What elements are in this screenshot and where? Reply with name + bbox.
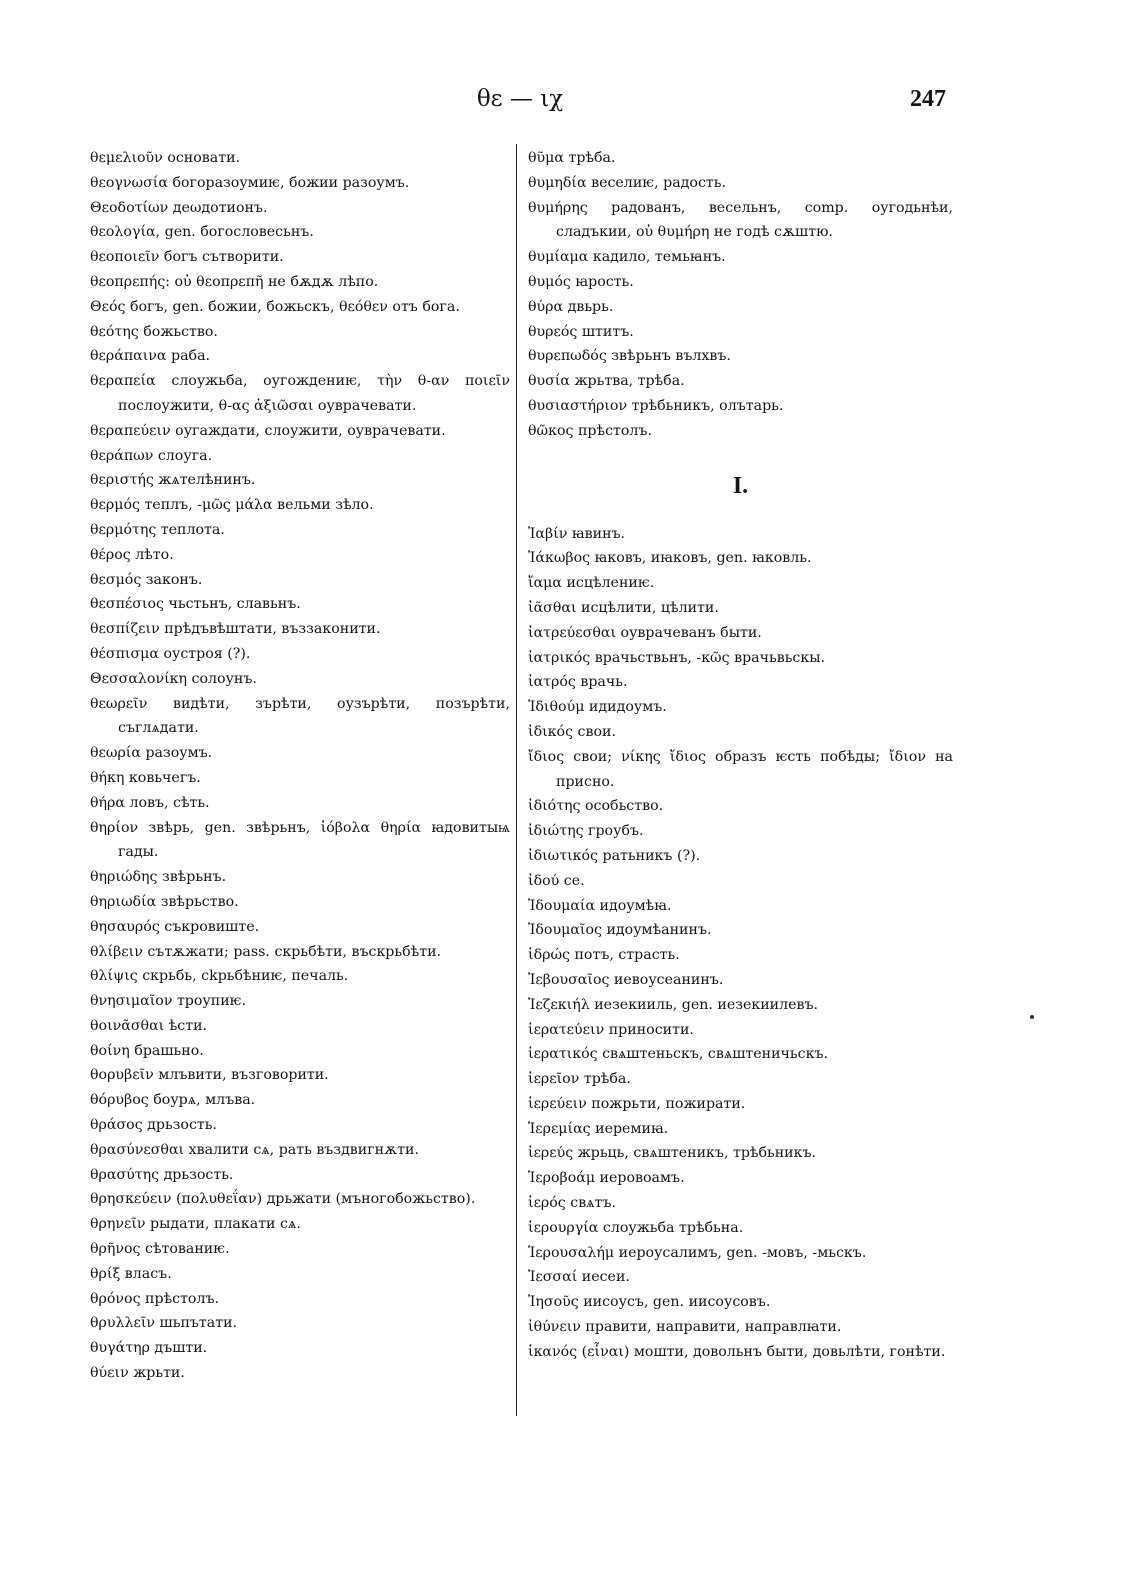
dictionary-entry: θρόνος прѣстолъ. (90, 1290, 220, 1307)
dictionary-entry: θρηνεῖν рыдати, плакати сѧ. (90, 1216, 301, 1233)
dictionary-entry: θηρίον звѣрь, gen. звѣрьнъ, ἰόβολα θηρία ꙗдовитыѩ гады. (90, 819, 510, 861)
dictionary-entry: θεράπαινα рабa. (90, 348, 211, 365)
dictionary-entry: θεογνωσία богоразоумиѥ, божии разоумъ. (90, 174, 410, 191)
dictionary-entry: ἰᾶσθαι исцѣлити, цѣлити. (528, 599, 719, 616)
dictionary-entry: ἰθύνειν правити, направити, направлꙗти. (528, 1319, 842, 1336)
dictionary-entry: θήκη ковьчегъ. (90, 769, 201, 786)
dictionary-entry: Ἰαβίν ꙗвинъ. (528, 525, 626, 542)
dictionary-entry: θρησκεύειν (πολυθεΐαν) дрьжати (мъногобожьство). (90, 1191, 476, 1208)
dictionary-entry: ἱερεῖον трѣба. (528, 1071, 631, 1088)
dictionary-entry: Θεοδοτίων деωдотионъ. (90, 199, 268, 216)
dictionary-entry: θυμήρης радованъ, весельнъ, comp. оугодьнѣи, сладъкии, οὐ θυμήρη не годѣ сѫштю. (528, 199, 953, 241)
dictionary-entry: Ἰδουμαία идоумѣꙗ. (528, 897, 672, 914)
dictionary-entry: θεοπρεπής: οὐ θεοπρεπῆ не бѫдѫ лѣпо. (90, 273, 379, 290)
dictionary-entry: θόρυβος боурѧ, млъва. (90, 1092, 256, 1109)
dictionary-entry: θρυλλεῖν шьпътати. (90, 1315, 238, 1332)
dictionary-entry: θεράπων слоуга. (90, 447, 213, 464)
dictionary-entry: ἱερεύς жрьць, свѧштеникъ, трѣбьникъ. (528, 1145, 817, 1162)
dictionary-entry: θυσία жрьтва, трѣба. (528, 373, 685, 390)
speck-mark (1030, 1015, 1034, 1019)
dictionary-entry: ἰατρός врачь. (528, 674, 628, 691)
running-head: θε — ιχ (476, 86, 564, 112)
dictionary-entry: θυμηδία веселиѥ, радость. (528, 174, 726, 191)
column-divider (516, 144, 517, 1416)
dictionary-entry: θερμότης теплота. (90, 521, 225, 538)
dictionary-entry: θησαυρός съкровиште. (90, 918, 260, 935)
dictionary-entry: θῦμα трѣба. (528, 150, 616, 166)
dictionary-entry: Ἰδουμαῖος идоумѣанинъ. (528, 922, 712, 939)
dictionary-entry: θηριωδία звѣрьство. (90, 893, 239, 910)
dictionary-entry: θεοποιεῖν богъ сътворити. (90, 249, 284, 266)
dictionary-entry: Ἱερουσαλήμ иероусалимъ, gen. -мовъ, -мьскъ. (528, 1244, 867, 1261)
dictionary-entry: Ἰεβουσαῖος иевоусеанинъ. (528, 971, 724, 988)
dictionary-entry: Θεός богъ, gen. божии, божьскъ, θεόθεν отъ бога. (90, 298, 460, 315)
dictionary-entry: θηριώδης звѣрьнъ. (90, 869, 227, 886)
dictionary-entry: ἱερατικός свѧштеньскъ, свѧштеничьскъ. (528, 1046, 828, 1063)
left-column (90, 146, 510, 1386)
dictionary-entry: ἰδού се. (528, 872, 585, 889)
dictionary-entry: θεραπεία слоужьба, оугождениѥ, τὴν θ-αν ποιεῖν послоужити, θ-ας ἀξιῶσαι оуврачевати. (90, 373, 510, 414)
dictionary-entry: Ἰησοῦς иисоусъ, gen. иисоусовъ. (528, 1294, 771, 1311)
dictionary-entry: θυμός ꙗрость. (528, 273, 634, 290)
page-number: 247 (910, 86, 946, 112)
dictionary-entry: θεωρεῖν видѣти, зърѣти, оузърѣти, позърѣти, съглѧдати. (90, 695, 510, 737)
dictionary-entry: θυσιαστήριον трѣбьникъ, олътарь. (528, 397, 784, 414)
dictionary-entry: Ἱεροβοάμ иеровоамъ. (528, 1170, 685, 1187)
dictionary-entry: θεμελιοῦν основати. (90, 150, 241, 166)
right-column-top (528, 146, 953, 444)
dictionary-entry: θυρεπωδός звѣрьнъ вълхвъ. (528, 348, 731, 365)
dictionary-entry: ἰδικός свои. (528, 723, 616, 740)
page-header (0, 82, 1140, 122)
dictionary-entry: θορυβεῖν млъвити, възговорити. (90, 1067, 329, 1084)
dictionary-entry: θεσμός законъ. (90, 571, 203, 588)
dictionary-entry: θεσπέσιος чьстьнъ, славьнъ. (90, 596, 301, 613)
dictionary-entry: Θεσσαλονίκη солоунъ. (90, 670, 257, 687)
dictionary-entry: Ἰδιθούμ идидоумъ. (528, 699, 667, 716)
dictionary-entry: θύρα двьрь. (528, 298, 614, 315)
dictionary-entry: θρῆνος сѣтованиѥ. (90, 1241, 230, 1258)
dictionary-entry: ἴαμα исцѣлениѥ. (528, 575, 655, 592)
dictionary-entry: ἱκανός (εἶναι) мошти, довольнъ быти, довьлѣти, гонѣти. (528, 1343, 946, 1360)
dictionary-entry: θέσπισμα оустроя (?). (90, 645, 251, 662)
dictionary-entry: ἰατρεύεσθαι оуврачеванъ быти. (528, 624, 762, 641)
dictionary-entry: θλίβειν сътѫжати; pass. скрьбѣти, въскрьбѣти. (90, 943, 442, 960)
dictionary-entry: θήρα ловъ, сѣть. (90, 794, 210, 811)
dictionary-entry: ἰδιωτικός ратьникъ (?). (528, 847, 701, 864)
dictionary-entry: θεολογία, gen. богословесьнъ. (90, 224, 314, 241)
dictionary-entry: ἱερουργία слоужьба трѣбьна. (528, 1219, 744, 1236)
dictionary-entry: ἰδιώτης гроубъ. (528, 823, 644, 840)
dictionary-entry: θυμίαμα кадило, темьꙗнъ. (528, 249, 726, 266)
dictionary-entry: ἰατρικός врачьствьнъ, -κῶς врачьвьскы. (528, 649, 826, 666)
dictionary-entry: θοίνη брашьно. (90, 1042, 204, 1059)
dictionary-entry: ἱερατεύειν приносити. (528, 1021, 694, 1038)
dictionary-entry: ἱδρώς потъ, страсть. (528, 947, 680, 964)
dictionary-entry: θρασύτης дрьзость. (90, 1166, 234, 1183)
dictionary-entry: θέρος лѣто. (90, 546, 174, 563)
dictionary-entry: θύειν жрьти. (90, 1365, 185, 1382)
dictionary-entry: θεσπίζειν прѣдъвѣштати, въззаконити. (90, 621, 381, 638)
dictionary-entry: θράσος дрьзость. (90, 1117, 217, 1134)
dictionary-entry: θνησιμαῖον троупиѥ. (90, 993, 247, 1010)
right-column-bottom (528, 522, 953, 1365)
dictionary-entry: ἴδιος свои; νίκης ἴδιος образъ ѥсть побѣды; ἴδιον на присно. (528, 748, 953, 790)
right-column (528, 146, 953, 1365)
dictionary-entry: θυρεός штитъ. (528, 323, 634, 340)
dictionary-entry: ἱερός свѧтъ. (528, 1195, 616, 1212)
dictionary-entry: θεότης божьство. (90, 323, 218, 340)
dictionary-entry: θρασύνεσθαι хвалити сѧ, рать въздвигнѫти. (90, 1141, 420, 1158)
dictionary-entry: θρίξ власъ. (90, 1265, 172, 1282)
dictionary-entry: Ἰεζεκιήλ иезекииль, gen. иезекиилевъ. (528, 996, 819, 1013)
dictionary-entry: θυγάτηρ дъшти. (90, 1340, 208, 1357)
dictionary-entry: θλίψις скрьбь, сkрьбѣниѥ, печаль. (90, 968, 349, 985)
dictionary-entry: Ἱερεμίας иеремиꙗ. (528, 1120, 669, 1137)
dictionary-entry: θερμός теплъ, -μῶς μάλα вельми зѣло. (90, 497, 374, 514)
section-letter: I. (732, 472, 749, 499)
dictionary-entry: Ἰάκωβος ꙗковъ, иꙗковъ, gen. ꙗковль. (528, 550, 812, 567)
dictionary-entry: θεωρία разоумъ. (90, 745, 213, 762)
dictionary-entry: ἰδιότης особьство. (528, 798, 664, 815)
dictionary-entry: θεραπεύειν оугаждати, слоужити, оуврачевати. (90, 422, 446, 439)
dictionary-entry: ἱερεύειν пожрьти, пожирати. (528, 1095, 746, 1112)
dictionary-entry: Ἰεσσαί иесеи. (528, 1269, 630, 1286)
dictionary-entry: θοινᾶσθαι ѣсти. (90, 1017, 208, 1034)
dictionary-entry: θῶκος прѣстолъ. (528, 422, 652, 439)
dictionary-entry: θεριστής жѧтелѣнинъ. (90, 472, 256, 489)
